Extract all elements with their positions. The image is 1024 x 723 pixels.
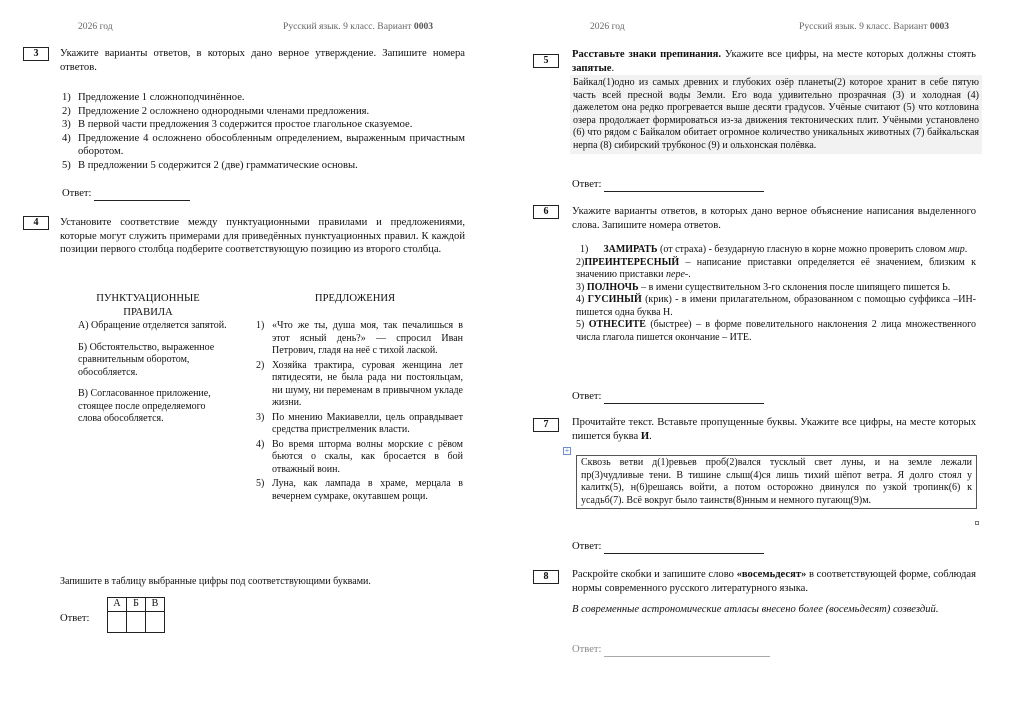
q3-option-1: 1) Предложение 1 сложноподчинённое. bbox=[62, 92, 245, 103]
q8-answer[interactable]: Ответ: bbox=[572, 643, 770, 657]
q6-item-4: 4) ГУСИНЫЙ (крик) - в имени прилагательном, образованном с помощью суффикса –ИН- пишется одна буква Н. bbox=[576, 294, 976, 318]
right-header-variant: 0003 bbox=[929, 21, 950, 32]
q7-text-box: Сквозь ветви д(1)ревьев проб(2)вался тусклый свет луны, и на земле лежали пр(3)чудливые тени. В тишине слыш(4)ся лишь тихий шёпот ветра. Я долго стоял у калитк(5), н(6)решаясь войти, а потом осторожно двинулся по узкой тропинк(6) к усадьб(7). Всё вокруг было таинств(8)нным и немного пугающ(9)м. bbox=[576, 455, 977, 509]
q4-col2-title: ПРЕДЛОЖЕНИЯ bbox=[314, 293, 396, 304]
q4-table-cell-c[interactable] bbox=[146, 611, 165, 632]
q4-table-header-a: А bbox=[108, 598, 127, 612]
q6-prompt: Укажите варианты ответов, в которых дано верное объяснение написания выделенного слова. Запишите номера ответов. bbox=[572, 206, 976, 231]
q4-table-header-b: Б bbox=[127, 598, 146, 612]
q4-sentence-2: 2) Хозяйка трактира, суровая женщина лет пятидесяти, не была рада ни постояльцам, ни шуму, ни переменам в привычном укладе жизни. bbox=[256, 359, 463, 408]
right-page bbox=[512, 0, 1024, 723]
q4-rules bbox=[78, 320, 228, 426]
right-header-year: 2026 год bbox=[590, 21, 625, 32]
q4-table-cell-a[interactable] bbox=[108, 611, 127, 632]
q6-item-2: 2)ПРЕИНТЕРЕСНЫЙ – написание приставки определяется её значением, близким к значению приставки пере-. bbox=[576, 256, 976, 280]
q6-items bbox=[576, 244, 976, 344]
q3-answer-line[interactable] bbox=[94, 190, 190, 201]
q4-sentence-1: 1) «Что же ты, душа моя, так печалишься в этот ясный день?» — спросил Иван Петрович, гладя на неё с тихой лаской. bbox=[256, 320, 463, 356]
q6-item-5: 5) ОТНЕСИТЕ (быстрее) – в форме повелительного наклонения 2 лица множественного числа глагола пишется окончание – ИТЕ. bbox=[576, 319, 976, 343]
question-number-6: 6 bbox=[533, 205, 559, 219]
q4-rule-a: А) Обращение отделяется запятой. bbox=[78, 320, 227, 331]
q7-prompt: Прочитайте текст. Вставьте пропущенные буквы. Укажите все цифры, на месте которых пишется буква И. bbox=[572, 417, 976, 442]
q3-option-3: 3) В первой части предложения 3 содержится простое глагольное сказуемое. bbox=[62, 119, 413, 131]
q4-sentence-4: 4) Во время шторма волны морские с рёвом бьются о скалы, как бросается в бой отважный воин. bbox=[256, 438, 463, 475]
q5-answer[interactable]: Ответ: bbox=[572, 178, 764, 192]
question-number-3: 3 bbox=[23, 47, 49, 61]
q4-sentences bbox=[256, 320, 463, 503]
left-header-subject: Русский язык. 9 класс. Вариант 0003 bbox=[283, 21, 434, 32]
q8-sentence: В современные астрономические атласы внесено более (восемьдесят) созвездий. bbox=[572, 604, 939, 615]
q3-option-5: 5) В предложении 5 содержится 2 (две) грамматические основы. bbox=[62, 159, 358, 171]
q8-answer-line[interactable] bbox=[604, 646, 770, 657]
q4-table-header-c: В bbox=[146, 598, 165, 612]
table-move-icon[interactable]: + bbox=[564, 446, 570, 455]
q4-answer-table bbox=[107, 597, 165, 633]
right-header-subject: Русский язык. 9 класс. Вариант 0003 bbox=[799, 21, 950, 32]
q6-item-1: 1) ЗАМИРАТЬ (от страха) - безударную гласную в корне можно проверить словом мир. bbox=[580, 244, 968, 255]
q3-option-2: 2) Предложение 2 осложнено однородными членами предложения. bbox=[62, 105, 370, 117]
q4-prompt: Установите соответствие между пунктуационными правилами и предложениями, которые могут служить примерами для приведённых пунктуационных правил. К каждой позиции первого столбца подберите соответствующую позицию из второго столбца. bbox=[60, 217, 465, 256]
question-number-7: 7 bbox=[533, 418, 559, 432]
q6-answer[interactable]: Ответ: bbox=[572, 390, 764, 404]
left-header-year: 2026 год bbox=[78, 21, 113, 32]
q7-answer-line[interactable] bbox=[604, 543, 764, 554]
q6-answer-line[interactable] bbox=[604, 393, 764, 404]
resize-handle-icon[interactable] bbox=[975, 521, 979, 525]
q5-answer-line[interactable] bbox=[604, 181, 764, 192]
q4-sentence-3: 3) По мнению Макиавелли, цель оправдывает средства пристрелменик власти. bbox=[256, 411, 463, 435]
q4-col1-title: ПУНКТУАЦИОННЫЕ ПРАВИЛА bbox=[96, 293, 200, 318]
q5-prompt: Расставьте знаки препинания. Укажите все цифры, на месте которых должны стоять запятые. bbox=[572, 49, 977, 74]
q3-option-4: 4) Предложение 4 осложнено обособленным определением, выраженным причастным оборотом. bbox=[62, 132, 465, 158]
q4-rule-b: Б) Обстоятельство, выраженное сравнительным оборотом, обособляется. bbox=[78, 341, 215, 378]
q3-prompt: Укажите варианты ответов, в которых дано верное утверждение. Запишите номера ответов. bbox=[60, 48, 465, 73]
left-header-variant: 0003 bbox=[413, 21, 434, 32]
q4-sentence-5: 5) Луна, как лампада в храме, мерцала в вечернем сумраке, окутавшем рощи. bbox=[256, 478, 463, 502]
q7-answer[interactable]: Ответ: bbox=[572, 540, 764, 554]
q4-table-instruction: Запишите в таблицу выбранные цифры под соответствующими буквами. bbox=[60, 576, 371, 587]
q4-rule-c: В) Согласованное приложение, стоящее после определяемого слова обособляется. bbox=[78, 388, 211, 424]
question-number-4: 4 bbox=[23, 216, 49, 230]
q4-answer-label: Ответ: bbox=[60, 613, 90, 624]
question-number-8: 8 bbox=[533, 570, 559, 584]
q6-item-3: 3) ПОЛНОЧЬ – в имени существительном 3-го склонения после шипящего пишется Ь. bbox=[576, 281, 951, 293]
q8-prompt: Раскройте скобки и запишите слово «восемьдесят» в соответствующей форме, соблюдая нормы современного русского литературного языка. bbox=[572, 569, 976, 594]
q3-options bbox=[62, 91, 465, 172]
question-number-5: 5 bbox=[533, 54, 559, 68]
q3-answer[interactable]: Ответ: bbox=[62, 187, 190, 201]
q5-text: Байкал(1)одно из самых древних и глубоких озёр планеты(2) которое хранит в себе пятую часть всей пресной воды Земли. Его вода удивительно прозрачная (3) и холодная (4) дажелетом она редко прогревается выше десяти градусов. Учёные считают (5) что котловина озера продолжает формироваться из-за движения тектонических плит. Учёными установлено (6) что рядом с Байкалом обитает огромное количество уникальных животных (7) байкальская нерпа (8) сибирский трубконос (9) и ольхонская полёвка. bbox=[570, 75, 982, 154]
q4-table-cell-b[interactable] bbox=[127, 611, 146, 632]
